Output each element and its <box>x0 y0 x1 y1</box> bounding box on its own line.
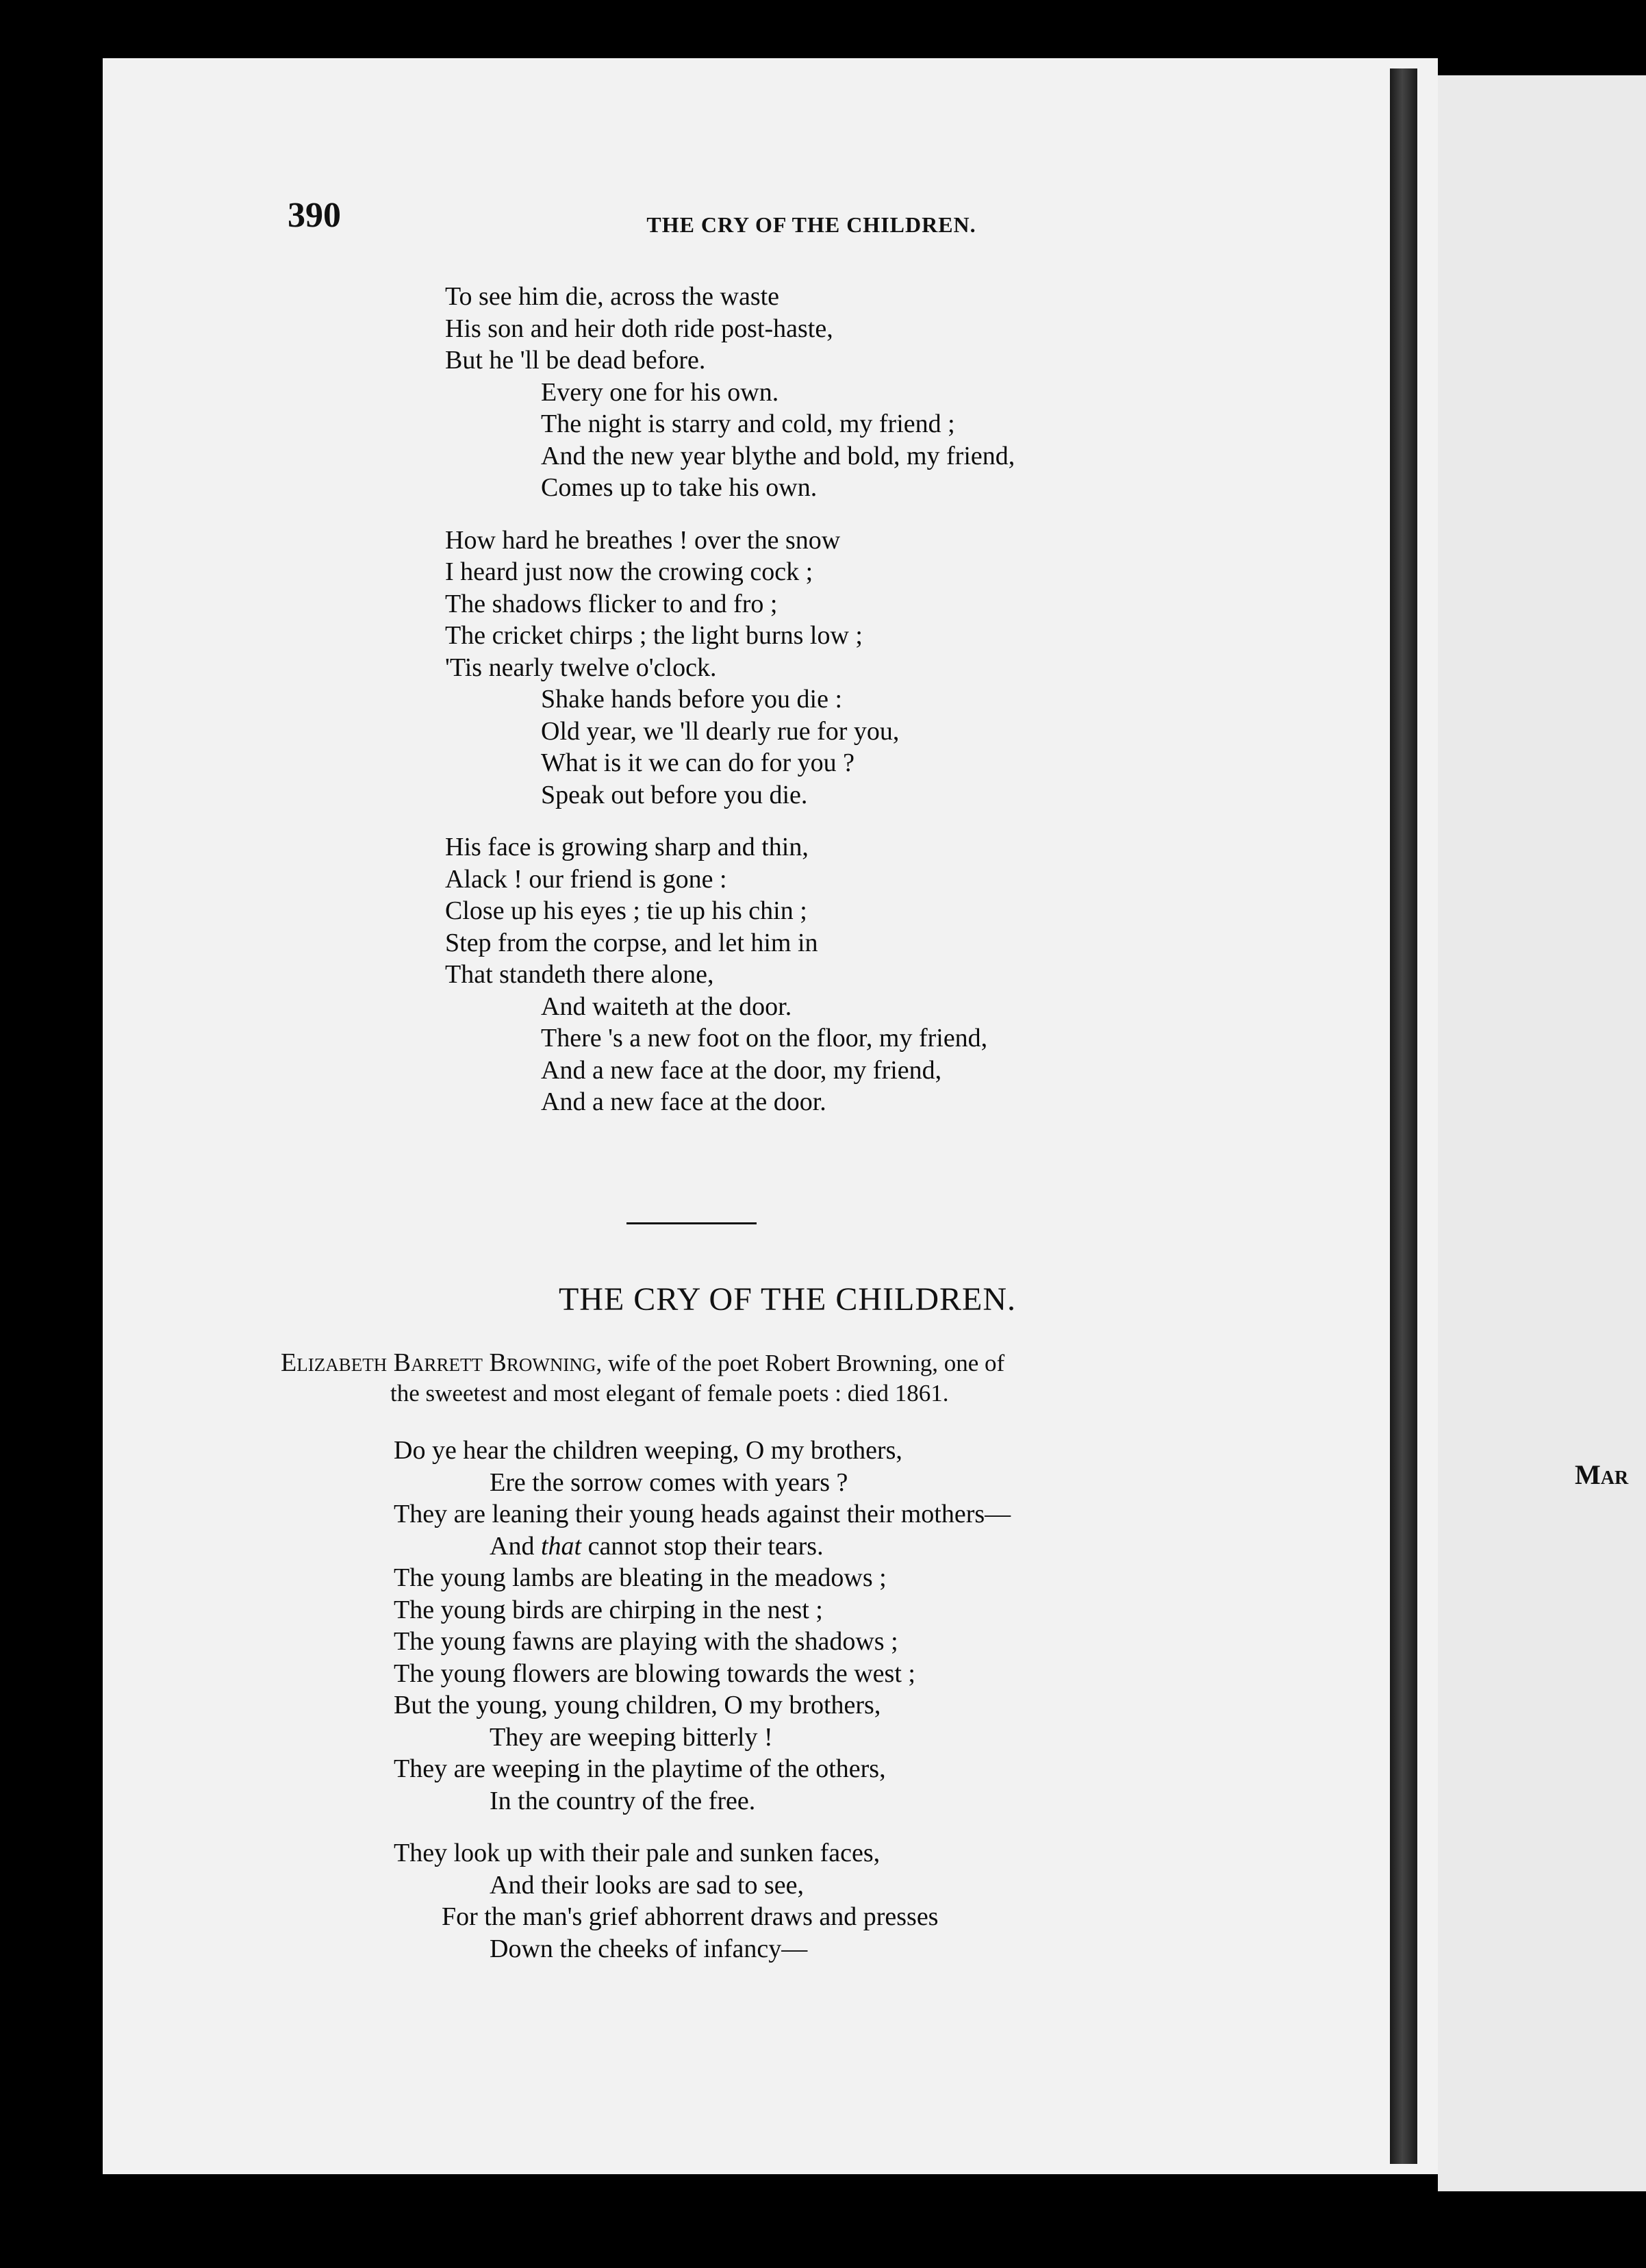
poem-line: In the country of the free. <box>490 1786 756 1815</box>
poem-line: That standeth there alone, <box>445 960 714 989</box>
cry-of-the-children-poem <box>394 1435 1011 1965</box>
poem-line: But the young, young children, O my brothers, <box>394 1691 881 1719</box>
poem-line: His face is growing sharp and thin, <box>445 833 809 861</box>
poem-line: They are weeping in the playtime of the others, <box>394 1754 886 1783</box>
bio-line-1: , wife of the poet Robert Browning, one of <box>596 1350 1005 1376</box>
poem-line: And a new face at the door. <box>541 1087 826 1116</box>
poem-line: To see him die, across the waste <box>445 282 780 311</box>
stanza <box>445 525 1015 811</box>
poem-line: Old year, we 'll dearly rue for you, <box>541 716 900 746</box>
poem-line: The young flowers are blowing towards the west ; <box>394 1659 915 1688</box>
adjacent-page <box>1438 75 1646 2191</box>
page-number: 390 <box>288 196 341 235</box>
poem-line: Ere the sorrow comes with years ? <box>490 1467 848 1497</box>
poem-line: And the new year blythe and bold, my friend, <box>541 441 1015 470</box>
section-divider <box>626 1222 757 1224</box>
poem-line: How hard he breathes ! over the snow <box>445 525 841 555</box>
poem-title: THE CRY OF THE CHILDREN. <box>558 1281 1016 1318</box>
poem-line: Alack ! our friend is gone : <box>445 864 727 894</box>
poem-line: The young birds are chirping in the nest ; <box>394 1595 823 1624</box>
poem-line: His son and heir doth ride post-haste, <box>445 314 833 343</box>
poem-line: Every one for his own. <box>541 377 779 407</box>
poem-line: Down the cheeks of infancy— <box>490 1934 808 1963</box>
poem-line: Step from the corpse, and let him in <box>445 928 818 957</box>
poem-line: They look up with their pale and sunken faces, <box>394 1839 881 1867</box>
poem-line: There 's a new foot on the floor, my friend, <box>541 1024 988 1053</box>
poem-line: Comes up to take his own. <box>541 473 818 502</box>
poem-line: The night is starry and cold, my friend ; <box>541 410 955 438</box>
poem-line: Do ye hear the children weeping, O my brothers, <box>394 1436 902 1465</box>
stanza <box>445 281 1015 504</box>
poem-line: For the man's grief abhorrent draws and presses <box>442 1902 939 1931</box>
stanza <box>445 831 1015 1118</box>
poem-line: And their looks are sad to see, <box>490 1870 805 1900</box>
poem-line: But he 'll be dead before. <box>445 346 706 375</box>
author-bio <box>281 1348 1308 1409</box>
poem-line: Shake hands before you die : <box>541 685 843 714</box>
adjacent-page-text: Mar <box>1575 1459 1629 1490</box>
book-gutter <box>1390 68 1417 2164</box>
bio-line-2: the sweetest and most elegant of female poets : died 1861. <box>390 1380 949 1407</box>
preceding-poem <box>445 281 1015 1118</box>
poem-line: And waiteth at the door. <box>541 992 792 1021</box>
poem-line: What is it we can do for you ? <box>541 748 854 777</box>
poem-line: The cricket chirps ; the light burns low ; <box>445 621 863 650</box>
poem-line: The young fawns are playing with the shadows ; <box>394 1627 898 1656</box>
poem-line: The young lambs are bleating in the meadows ; <box>394 1563 887 1592</box>
author-name: Elizabeth Barrett Browning <box>281 1348 596 1377</box>
poem-line: And a new face at the door, my friend, <box>541 1055 942 1085</box>
running-title: THE CRY OF THE CHILDREN. <box>646 212 976 237</box>
poem-line: Close up his eyes ; tie up his chin ; <box>445 896 807 925</box>
poem-line: Speak out before you die. <box>541 780 808 809</box>
stanza <box>394 1435 1011 1817</box>
poem-line: And that cannot stop their tears. <box>490 1531 824 1561</box>
poem-line: They are leaning their young heads against their mothers— <box>394 1500 1011 1528</box>
stanza <box>394 1837 1011 1965</box>
poem-line: They are weeping bitterly ! <box>490 1722 773 1752</box>
poem-line: The shadows flicker to and fro ; <box>445 589 778 618</box>
poem-line: 'Tis nearly twelve o'clock. <box>445 653 717 682</box>
poem-line: I heard just now the crowing cock ; <box>445 557 813 586</box>
